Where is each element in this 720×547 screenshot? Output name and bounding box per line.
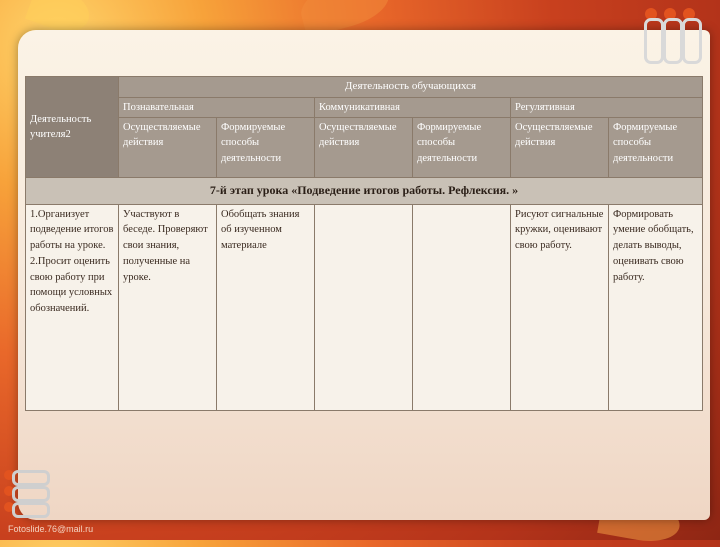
subheader-cell: Формируемые способы деятельности [413, 118, 511, 178]
stage-row [26, 178, 703, 204]
subheader-cell: Формируемые способы деятельности [609, 118, 703, 178]
subheader-cell: Осуществляемые действия [315, 118, 413, 178]
header-row-2 [26, 97, 703, 117]
table-row [26, 204, 703, 410]
table-cell [315, 204, 413, 410]
lesson-table [25, 76, 703, 411]
table-cell: Рисуют сигнальные кружки, оценивают свою работу. [511, 204, 609, 410]
stage-title: 7-й этап урока «Подведение итогов работы. Рефлексия. » [26, 178, 703, 204]
table-cell [413, 204, 511, 410]
group-communicative: Коммуникативная [315, 97, 511, 117]
binder-rings-left-icon [4, 468, 44, 518]
teacher-activity-header: Деятельность учителя2 [26, 77, 119, 178]
subheader-cell: Формируемые способы деятельности [217, 118, 315, 178]
binder-rings-icon [644, 8, 704, 60]
table-cell: Формировать умение обобщать, делать выводы, оценивать свою работу. [609, 204, 703, 410]
header-row-1 [26, 77, 703, 98]
table-cell: Обобщать знания об изученном материале [217, 204, 315, 410]
teacher-cell: 1.Организует подведение итогов работы на уроке. 2.Просит оценить свою работу при помощи условных обозначений. [26, 204, 119, 410]
table-cell: Участвуют в беседе. Проверяют свои знания, полученные на уроке. [119, 204, 217, 410]
group-regulative: Регулятивная [511, 97, 703, 117]
watermark: Fotoslide.76@mail.ru [8, 524, 94, 534]
students-activity-header: Деятельность обучающихся [119, 77, 703, 98]
group-cognitive: Познавательная [119, 97, 315, 117]
subheader-cell: Осуществляемые действия [119, 118, 217, 178]
subheader-cell: Осуществляемые действия [511, 118, 609, 178]
header-row-3 [26, 118, 703, 178]
